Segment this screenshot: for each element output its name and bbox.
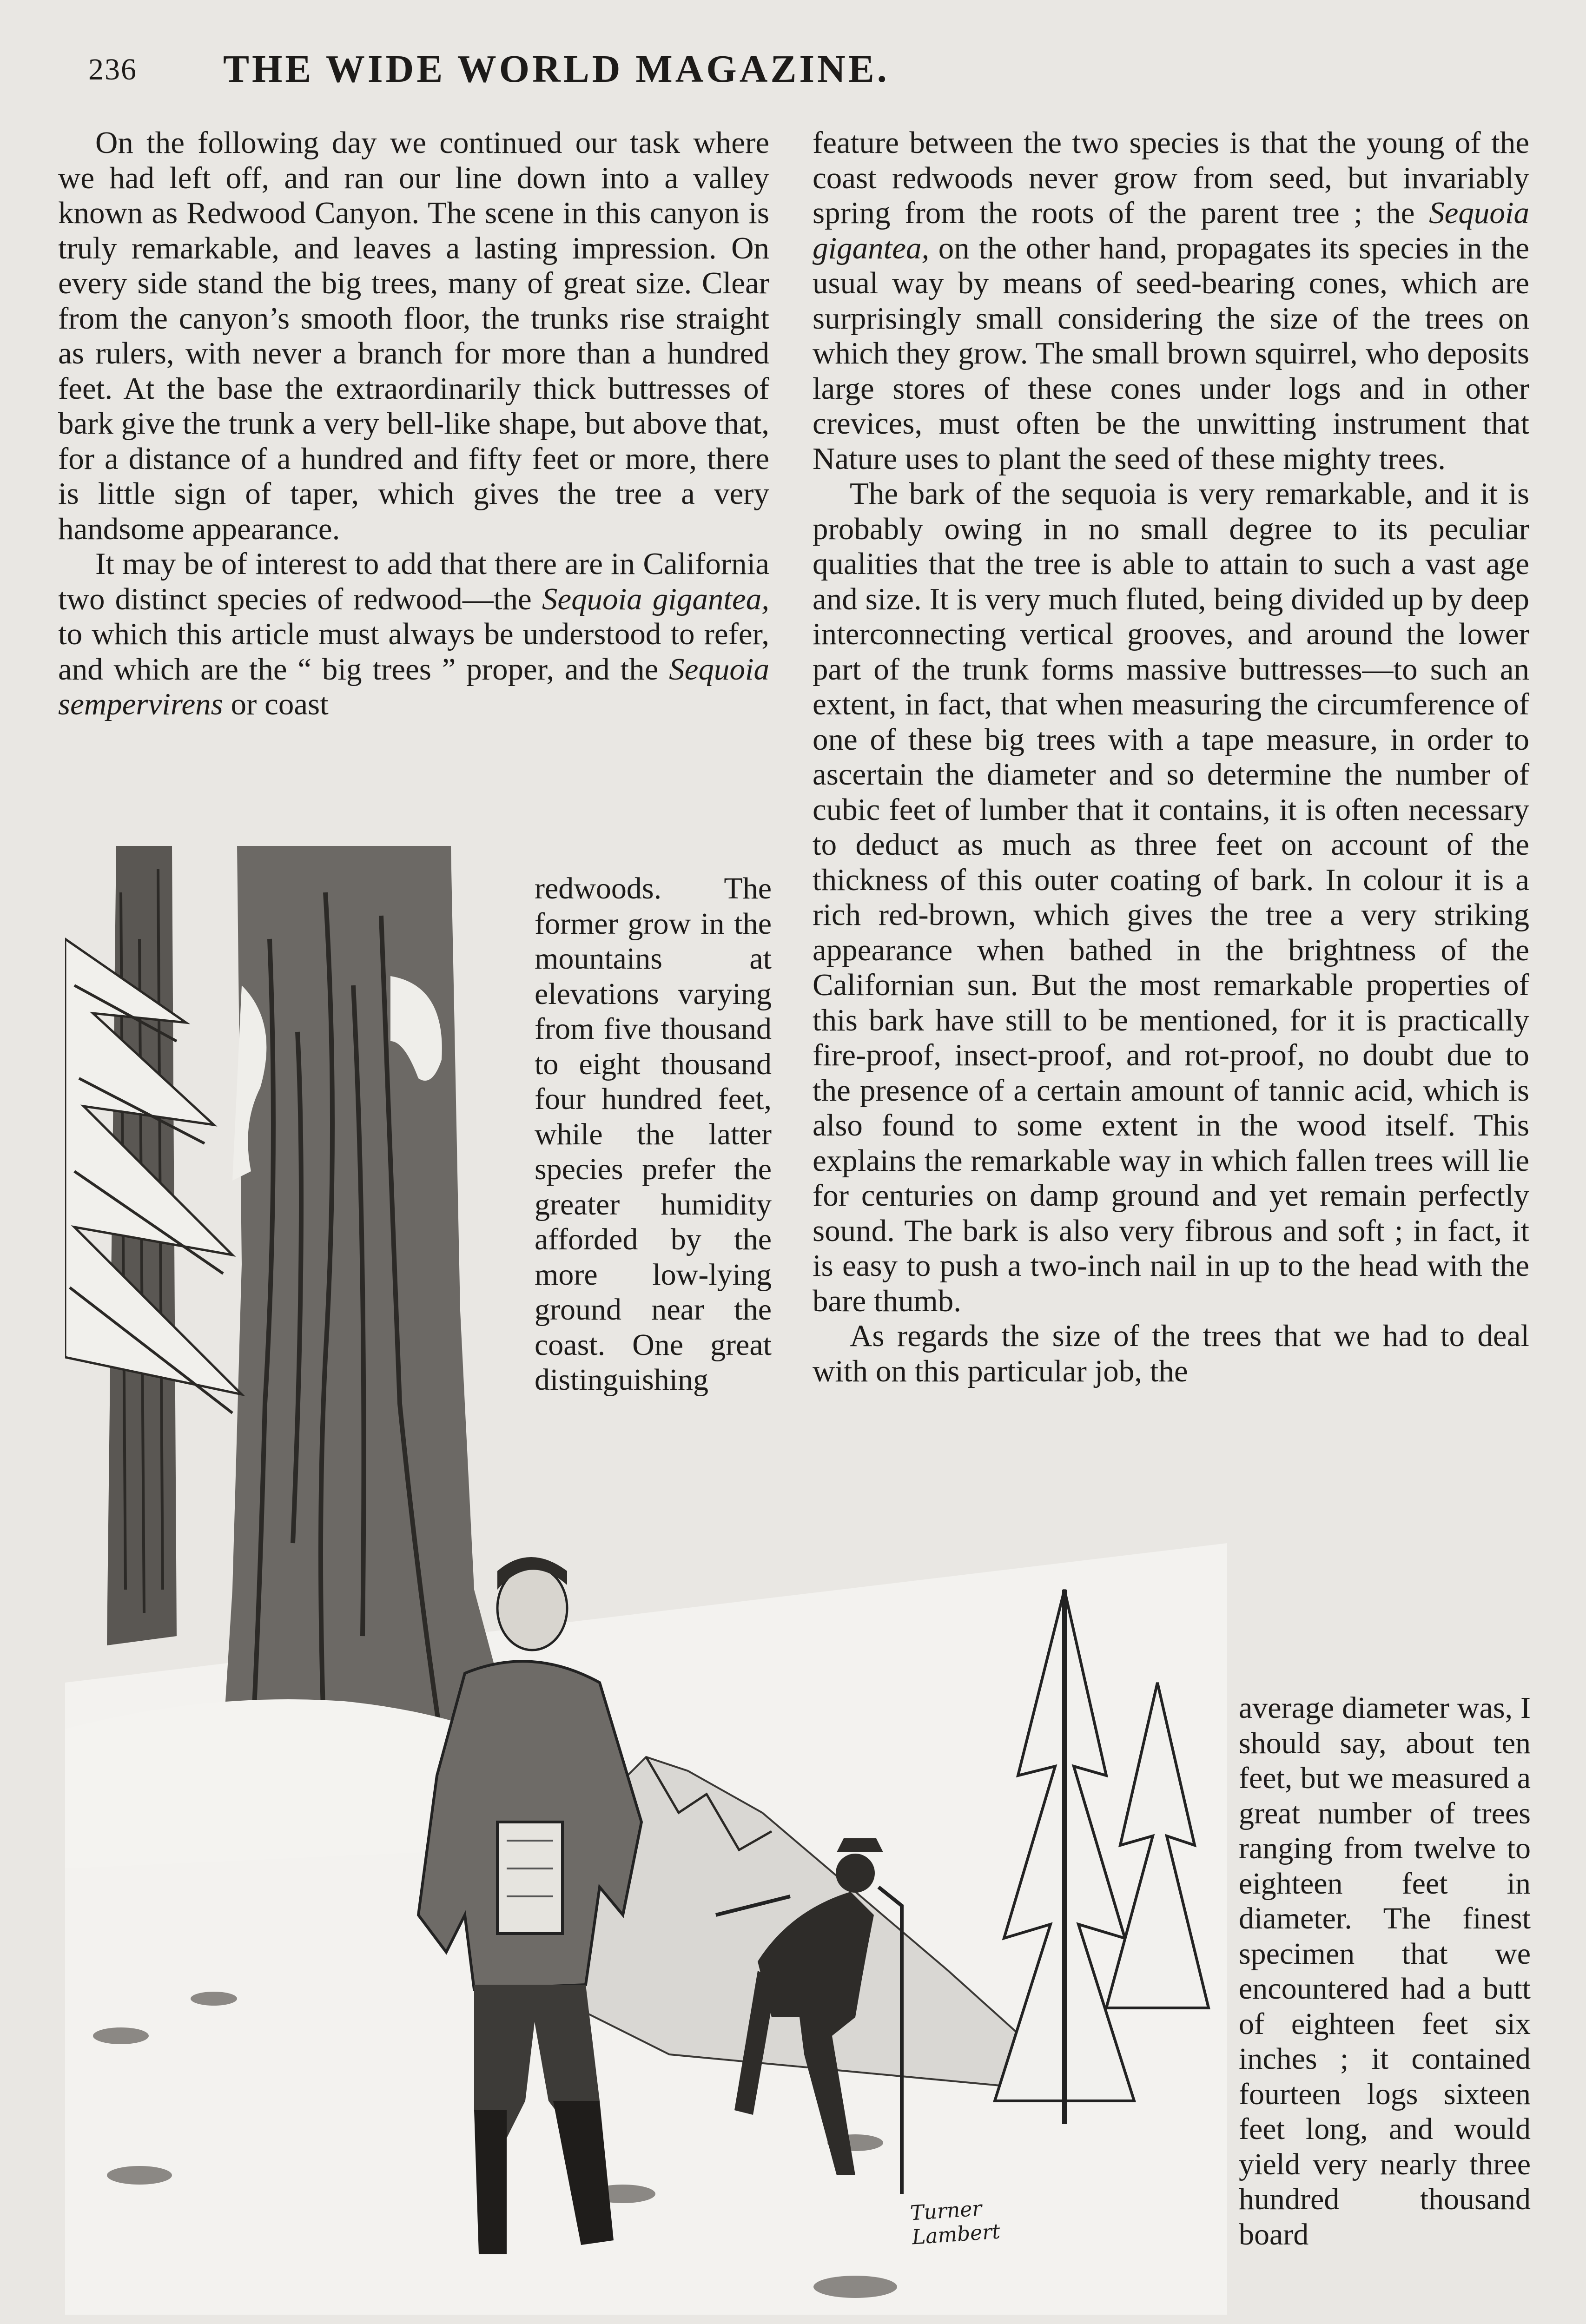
artist-signature	[910, 2195, 1001, 2250]
left-p2-text-b: to which this article must always be understood to refer, and which are the “ big trees ” proper, and the	[58, 617, 769, 687]
left-narrow-text: redwoods. The former grow in the mountains at elevations varying from five thousand to eight thousand four hundred feet, while the latter species prefer the greater humidity afforded by the more low-lying ground near the coast. One great distinguishing	[535, 872, 772, 1397]
right-paragraph-3: As regards the size of the trees that we had to deal with on this particular job, the	[813, 1319, 1529, 1388]
right-narrow-column	[1239, 1690, 1531, 2252]
signature-line-1: Turner	[909, 2197, 983, 2225]
left-p2-text-c: or coast	[223, 687, 329, 721]
left-paragraph-1: On the following day we continued our task where we had left off, and ran our line down into a valley known as Redwood Canyon. The scene in this canyon is truly remarkable, and leaves a lasting impression. On every side stand the big trees, many of great size. Clear from the canyon’s smooth floor, the trunks rise straight as rulers, with never a branch for more than a hundred feet. At the base the extraordinarily thick buttresses of bark give the trunk a very bell-like shape, but above that, for a distance of a hundred and fifty feet or more, there is little sign of taper, which gives the tree a very handsome appearance.	[58, 125, 769, 546]
signature-line-2: Lambert	[911, 2219, 1001, 2250]
right-p1-text-a: feature between the two species is that the young of the coast redwoods never grow from seed, but invariably spring from the roots of the parent tree ; the	[813, 125, 1529, 230]
right-paragraph-1	[813, 125, 1529, 476]
left-column	[58, 125, 769, 722]
measure-box	[497, 1822, 562, 1934]
right-p1-text-b: on the other hand, propagates its species in the usual way by means of seed-bearing cones, which are surprisingly small considering the size of the trees on which they grow. The small brown squirrel, who deposits large stores of these cones under logs and in other crevices, must often be the unwitting instrument that Nature uses to plant the seed of these mighty trees.	[813, 231, 1529, 476]
magazine-title: THE WIDE WORLD MAGAZINE.	[223, 47, 890, 91]
page-number: 236	[88, 53, 137, 86]
right-p1-species: Sequoia gigantea,	[813, 196, 1529, 265]
right-paragraph-2: The bark of the sequoia is very remarkable, and it is probably owing in no small degree to its peculiar qualities that the tree is able to attain to such a vast age and size. It is very much fluted, being divided up by deep interconnecting vertical grooves, and around the lower part of the trunk forms massive buttresses—to such an extent, in fact, that when measuring the circumference of one of these big trees with a tape measure, in order to ascertain the diameter and so determine the number of cubic feet of lumber that it contains, it is often necessary to deduct as much as three feet on account of the thickness of this outer coating of bark. In colour it is a rich red-brown, which gives the tree a very striking appearance when bathed in the brightness of the Californian sun. But the most remarkable properties of this bark have still to be mentioned, for it is practically fire-proof, insect-proof, and rot-proof, no doubt due to the presence of a certain amount of tannic acid, which is also found to some extent in the wood itself. This explains the remarkable way in which fallen trees will lie for centuries on damp ground and yet remain perfectly sound. The bark is also very fibrous and soft ; in fact, it is easy to push a two-inch nail in up to the head with the bare thumb.	[813, 476, 1529, 1318]
left-p2-text-a: It may be of interest to add that there are in California two distinct species of redwood—the	[58, 547, 769, 616]
left-p2-species-1: Sequoia gigantea,	[542, 581, 769, 616]
left-paragraph-2	[58, 547, 769, 722]
timber-cruisers-illustration	[65, 846, 1227, 2315]
left-p2-species-2: Sequoia sempervirens	[58, 652, 769, 721]
page-header	[79, 46, 1474, 98]
right-narrow-text: average diameter was, I should say, about ten feet, but we measured a great number of trees ranging from twelve to eighteen feet in diameter. The finest specimen that we encountered had a butt of eighteen feet six inches ; it contained fourteen logs sixteen feet long, and would yield very nearly three hundred thousand board	[1239, 1691, 1531, 2251]
